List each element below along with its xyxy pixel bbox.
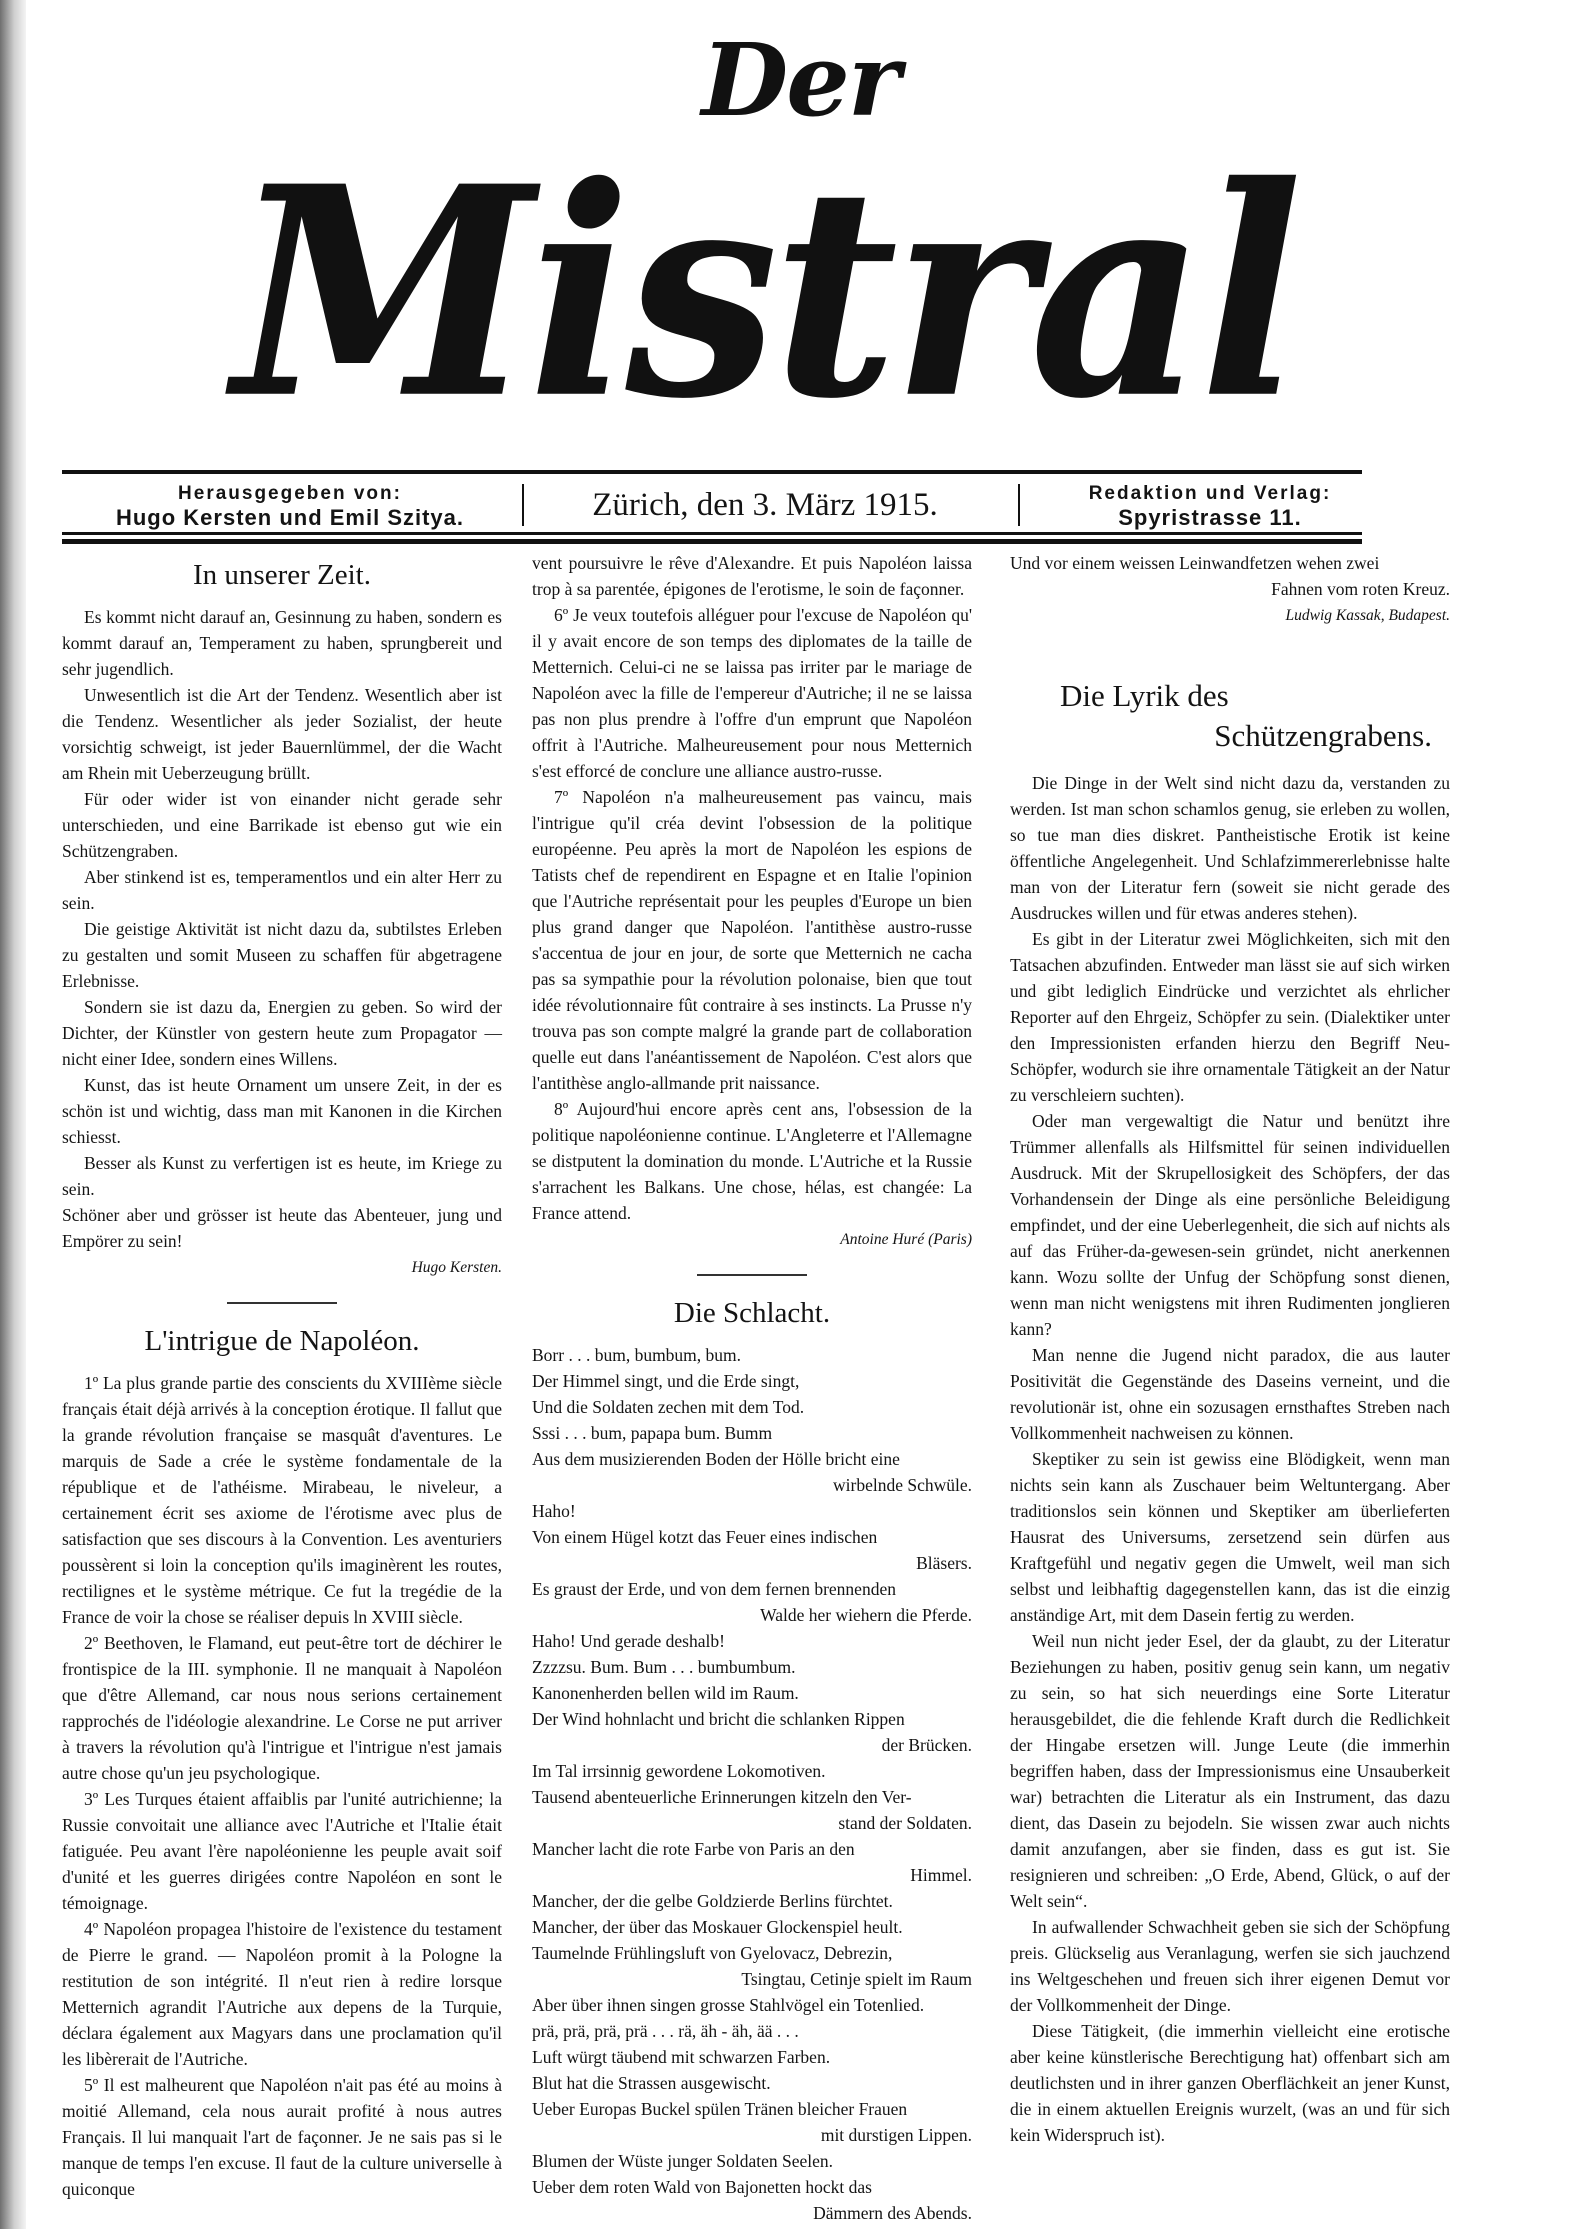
page-edge-shadow [0,0,26,2229]
poem-line: Himmel. [910,1865,972,1885]
poem-line: Im Tal irrsinnig gewordene Lokomotiven. [532,1761,826,1781]
poem-line: Der Himmel singt, und die Erde singt, [532,1371,800,1391]
article-title-in-unserer-zeit: In unserer Zeit. [193,559,371,591]
poem-line: Mancher, der über das Moskauer Glockenspiel heult. [532,1917,903,1937]
article-title-die-schlacht: Die Schlacht. [673,1297,831,1329]
paragraph: Man nenne die Jugend nicht paradox, die aus lauter Positivität die Gegenstände des Daseins verneint, und die revolutionär ist, ohne ein sozusagen ernsthaftes Streben nach Vollkommenheit nachweisen zu können. [1010,1345,1450,1443]
poem-line: wirbelnde Schwüle. [833,1475,972,1495]
masthead-title: Mistral [232,124,1298,463]
poem-line: prä, prä, prä, prä . . . rä, äh - äh, ää . . . [532,2021,799,2041]
masthead-rule-bottom [62,539,1362,544]
paragraph: 5º Il est malheurent que Napoléon n'ait pas été au moins à moitié Allemand, cela nous aurait profité à nous autres Français. Il lui manquait l'art de façonner. Je ne sais pas si le manque de temps l'en excuse. Il faut de la culture universelle à quiconque [62,2075,502,2199]
poem-line: Mancher lacht die rote Farbe von Paris an den [532,1839,855,1859]
paragraph: Sondern sie ist dazu da, Energien zu geben. So wird der Dichter, der Künstler von gestern heute zum Propagator — nicht einer Idee, sondern eines Willens. [62,997,502,1069]
column-1 [62,548,502,2202]
poem-line: Taumelnde Frühlingsluft von Gyelovacz, Debrezin, [532,1943,893,1963]
poem-die-schlacht [532,1342,972,2226]
masthead-article: Der [701,21,899,139]
editorial-label: Redaktion und Verlag: [1088,483,1332,504]
paragraph: 1º La plus grande partie des conscients du XVIIIème siècle français était déjà arrivés à la conception érotique. Il fallut que la grande révolution française se masquât d'aventures. Le marquis de Sade a crée le système fondamentale de la république et de l'athéisme. Mirabeau, le niveleur, a certainement écrit ses axiome de l'érotisme avec plus de satisfaction que ses discours à la Convention. Les aventuriers poussèrent si loin la conception qu'ils imaginèrent les routes, rectilignes et le système métrique. Ce fut la tregédie de la France de voir la chose se réaliser depuis ln XVIII siècle. [62,1373,502,1627]
poem-line: Bläsers. [916,1553,972,1573]
masthead-rule-mid [62,532,1362,535]
paragraph: 3º Les Turques étaient affaiblis par l'unité autrichienne; la Russie convoitait une alliance avec l'Autriche et l'Italie était fatiguée. Peu avant l'ère napoléonienne les peuple avait soif d'unité et les guerres dirigées contre Napoléon en sont le témoignage. [62,1789,502,1913]
masthead-rule-top [62,470,1362,474]
signature-hugo-kersten: Hugo Kersten. [411,1259,502,1276]
poem-line: der Brücken. [881,1735,972,1755]
title-line-1: Die Lyrik des [1060,678,1229,713]
poem-line: Es graust der Erde, und von dem fernen brennenden [532,1579,896,1599]
poem-line: Blumen der Wüste junger Soldaten Seelen. [532,2151,833,2171]
section-separator [227,1302,337,1304]
paragraph: In aufwallender Schwachheit geben sie sich der Schöpfung preis. Glückselig aus Veranlagung, werfen sie sich jauchzend ins Weltgeschehen und freuen sich ihrer eigenen Demut vor der Vollkommenheit der Dinge. [1010,1917,1450,2015]
article-title-lyrik-des-schuetzengrabens [1010,676,1450,756]
paragraph: Skeptiker zu sein ist gewiss eine Blödigkeit, wenn man nichts sein kann als Zuschauer beim Weltuntergang. Aber traditionslos sein können und Skeptiker am überlieferten Hausrat des Universums, zersetzend sein dürfen aus Kraftgefühl und negativ gegen die Umwelt, weil man sich selbst und leibhaftig dagegenstellen kann, das ist die einzig anständige Art, mit dem Dasein fertig zu werden. [1010,1449,1450,1625]
paragraph: Schöner aber und grösser ist heute das Abenteuer, jung und Empörer zu sein! [62,1205,502,1251]
poem-line: Der Wind hohnlacht und bricht die schlanken Rippen [532,1709,905,1729]
paragraph: Die Dinge in der Welt sind nicht dazu da, verstanden zu werden. Ist man schon schamlos genug, sie erleben zu wollen, so tue man dies diskret. Pantheistische Erotik ist keine öffentliche Angelegenheit. Und Schlafzimmererlebnisse halte man von der Literatur fern (soweit sie nicht gerade des Ausdruckes willen und für etwas anderes stehen). [1010,773,1450,923]
signature-antoine-hure: Antoine Huré (Paris) [840,1231,972,1248]
poem-line: Zzzzsu. Bum. Bum . . . bumbumbum. [532,1657,796,1677]
poem-die-schlacht-continued [1010,550,1450,602]
poem-line: Ueber Europas Buckel spülen Tränen bleicher Frauen [532,2099,908,2119]
paragraph: 7º Napoléon n'a malheureusement pas vaincu, mais l'intrigue qu'il créa devint l'obsession de la politique européenne. Peu après la mort de Napoléon les espions de Tatists chef de rependirent en Espagne et en Italie l'opinion que l'Autriche représentait pour les peuples d'Europe un bien plus grand danger que Napoléon. l'antithèse austro-russe s'accentua de jour en jour, de sorte que Metternich ne cacha pas sa sympathie pour la révolution polonaise, bien que tout idée révolutionnaire fût contraire à ses instincts. La Prusse n'y trouva pas son compte malgré la grande part de collaboration quelle eut dans l'anéantissement de Napoléon. C'est alors que l'antithèse anglo-allmande prit naissance. [532,787,972,1093]
poem-line: Und die Soldaten zechen mit dem Tod. [532,1397,805,1417]
paragraph: 4º Napoléon propagea l'histoire de l'existence du testament de Pierre le grand. — Napoléon promit à la Pologne la restitution de son intégrité. Il n'eut rien à redire lorsque Metternich agrandit l'Autriche aux depens de la Turquie, déclara également aux Magyars dans une proclamation qu'il les libèrerait de l'Autriche. [62,1919,502,2069]
dateline: Zürich, den 3. März 1915. [592,487,938,523]
paragraph: Für oder wider ist von einander nicht gerade sehr unterschieden, und eine Barrikade ist ebenso gut wie ein Schützengraben. [62,789,502,861]
poem-line: Borr . . . bum, bumbum, bum. [532,1345,742,1365]
info-divider-left [522,484,524,526]
paragraph: Es kommt nicht darauf an, Gesinnung zu haben, sondern es kommt darauf an, Temperament zu haben, sprungbereit und sehr jugendlich. [62,607,502,679]
section-separator [697,1274,807,1276]
article-title-intrigue-de-napoleon: L'intrigue de Napoléon. [144,1325,420,1357]
editorial-block [1060,482,1360,530]
poem-line: Walde her wiehern die Pferde. [760,1605,972,1625]
signature-ludwig-kassak: Ludwig Kassak, Budapest. [1285,607,1450,624]
title-line-2: Schützengrabens. [1214,718,1432,753]
paragraph: Aber stinkend ist es, temperamentlos und ein alter Herr zu sein. [62,867,502,913]
poem-line: Tausend abenteuerliche Erinnerungen kitzeln den Ver- [532,1787,912,1807]
poem-line: stand der Soldaten. [838,1813,972,1833]
poem-line: Sssi . . . bum, papapa bum. Bumm [532,1423,773,1443]
poem-line: Luft würgt täubend mit schwarzen Farben. [532,2047,831,2067]
paragraph: Unwesentlich ist die Art der Tendenz. Wesentlich aber ist die Tendenz. Wesentlicher als jeder Sozialist, der heute vorsichtig schweigt, ist jeder Bauernlümmel, der die Wacht am Rhein mit Ueberzeugung brüllt. [62,685,502,783]
poem-line: Haho! Und gerade deshalb! [532,1631,725,1651]
poem-line: Ueber dem roten Wald von Bajonetten hockt das [532,2177,872,2197]
poem-line: Tsingtau, Cetinje spielt im Raum [741,1969,972,1989]
paragraph: Kunst, das ist heute Ornament um unsere Zeit, in der es schön ist und wichtig, dass man mit Kanonen in die Kirchen schiesst. [62,1075,502,1147]
poem-line: Von einem Hügel kotzt das Feuer eines indischen [532,1527,878,1547]
column-2 [532,550,972,2226]
poem-line: mit durstigen Lippen. [820,2125,972,2145]
poem-line: Fahnen vom roten Kreuz. [1271,579,1450,599]
poem-line: Kanonenherden bellen wild im Raum. [532,1683,799,1703]
paragraph: 6º Je veux toutefois alléguer pour l'excuse de Napoléon qu' il y avait encore de son temps des diplomates de la taille de Metternich. Celui-ci ne se laissa pas irriter par le mariage de Napoléon avec la fille de l'empereur d'Autriche; il ne se laissa pas non plus prendre à l'offre d'un emprunt que Napoléon offrit à l'Autriche. Malheureusement pour nous Metternich s'est efforcé de conclure une alliance austro-russe. [532,605,972,781]
paragraph: Besser als Kunst zu verfertigen ist es heute, im Kriege zu sein. [62,1153,502,1199]
paragraph: 8º Aujourd'hui encore après cent ans, l'obsession de la politique napoléonienne continue. L'Angleterre et l'Allemagne se distputent la domination du monde. L'Autriche et la Russie s'arrachent les Balkans. Une chose, hélas, est changée: La France attend. [532,1099,972,1223]
paragraph: Oder man vergewaltigt die Natur und benützt ihre Trümmer allenfalls als Hilfsmittel für seinen individuellen Ausdruck. Mit der Skrupellosigkeit des Schöpfers, der das Vorhandensein der Dinge als eine persönliche Beleidigung empfindet, und der eine Ueberlegenheit, die sich auf nichts als auf das Früher-da-gewesen-sein gründet, nicht anerkennen kann. Wozu sollte der Unfug der Schöpfung sonst dienen, wenn man nicht wenigstens mit ihren Rudimenten jonglieren kann? [1010,1111,1450,1339]
paragraph: Diese Tätigkeit, (die immerhin vielleicht eine erotische aber keine künstlerische Berechtigung hat) offenbart sich am deutlichsten und in ihrer ganzen Oberflächkeit an jener Kunst, die in einem aktuellen Ereignis wurzelt, (was an und für sich kein Widerspruch ist). [1010,2021,1450,2145]
poem-line: Und vor einem weissen Leinwandfetzen wehen zwei [1010,553,1380,573]
poem-line: Dämmern des Abends. [813,2203,972,2223]
paragraph: Die geistige Aktivität ist nicht dazu da, subtilstes Erleben zu gestalten und somit Museen zu schaffen für abgetragene Erlebnisse. [62,919,502,991]
publisher-label: Herausgegeben von: [178,483,402,504]
paragraph: Weil nun nicht jeder Esel, der da glaubt, zu der Literatur Beziehungen zu haben, positiv genug sein kann, um negativ zu sein, so hat sich neuerdings eine Sorte Literatur herausgebildet, die die fehlende Kraft durch die Redlichkeit der Hingabe ersetzen will. Junge Leute (die immerhin begriffen haben, dass der Impressionismus eine Unsauberkeit war) betrachten die Literatur als ein Instrument, das dazu dient, das Dasein zu bejodeln. Sie wissen zwar auch nichts damit anzufangen, aber sie finden, dass es gut ist. Sie resignieren und schreiben: „O Erde, Abend, Glück, o auf der Welt sein“. [1010,1631,1450,1911]
info-divider-right [1018,484,1020,526]
poem-line: Aber über ihnen singen grosse Stahlvögel ein Totenlied. [532,1995,925,2015]
paragraph: vent poursuivre le rêve d'Alexandre. Et puis Napoléon laissa trop à sa parentée, épigones de l'erotisme, le soin de façonner. [532,553,972,599]
poem-line: Mancher, der die gelbe Goldzierde Berlins fürchtet. [532,1891,893,1911]
poem-line: Aus dem musizierenden Boden der Hölle bricht eine [532,1449,900,1469]
poem-line: Haho! [532,1501,576,1521]
column-3 [1010,550,1450,2148]
paragraph: 2º Beethoven, le Flamand, eut peut-être tort de déchirer le frontispice de la III. symphonie. Il ne manquait à Napoléon que d'être Allemand, car nous nous serions certainement rapprochés de l'idéologie alexandrine. Le Corse ne put arriver à travers la révolution qu'à l'intrigue et l'intrigue n'est jamais autre chose qu'un jeu psychologique. [62,1633,502,1783]
poem-line: Blut hat die Strassen ausgewischt. [532,2073,771,2093]
publisher-names: Hugo Kersten und Emil Szitya. [115,505,465,530]
publisher-block [90,482,490,530]
paragraph: Es gibt in der Literatur zwei Möglichkeiten, sich mit den Tatsachen abzufinden. Entweder man lässt sie auf sich wirken und gibt lediglich Eindrücke und verzichtet als ehrlicher Reporter auf den Ehrgeiz, Schöpfer zu sein. (Dialektiker unter den Impressionisten erfanden hierzu den Begriff Neu-Schöpfer, wodurch sie ihre ornamentale Tätigkeit an der Natur zu verschleiern suchten). [1010,929,1450,1105]
editorial-address: Spyristrasse 11. [1118,505,1302,530]
